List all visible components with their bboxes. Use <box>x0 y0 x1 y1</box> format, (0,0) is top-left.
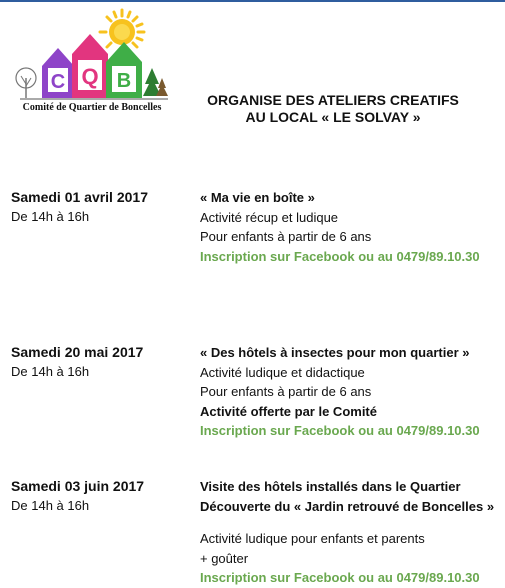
logo-letter-q: Q <box>81 64 99 89</box>
event-description: Activité ludique pour enfants et parents <box>200 531 425 546</box>
tree-icon <box>16 68 36 98</box>
heading-line-2: AU LOCAL « LE SOLVAY » <box>245 109 421 125</box>
top-rule <box>0 0 505 2</box>
event-subtitle: Découverte du « Jardin retrouvé de Boncelles » <box>200 498 495 514</box>
event-time: De 14h à 16h <box>11 364 90 379</box>
event-registration: Inscription sur Facebook ou au 0479/89.10.30 <box>200 423 480 438</box>
event-description: Activité récup et ludique <box>200 209 339 225</box>
event-details <box>200 477 500 588</box>
heading-line-1: ORGANISE DES ATELIERS CREATIFS <box>207 92 459 108</box>
event-extra: + goûter <box>200 550 249 566</box>
event-title: Visite des hôtels installés dans le Quartier <box>200 479 461 494</box>
logo <box>12 6 172 126</box>
event-registration: Inscription sur Facebook ou au 0479/89.10.30 <box>200 570 480 585</box>
spacer <box>200 516 500 529</box>
event-title: « Des hôtels à insectes pour mon quartier » <box>200 345 470 360</box>
event-time: De 14h à 16h <box>11 209 90 224</box>
event-audience: Pour enfants à partir de 6 ans <box>200 384 372 399</box>
event-date: Samedi 20 mai 2017 <box>11 344 144 360</box>
event-offer: Activité offerte par le Comité <box>200 403 377 419</box>
event-audience: Pour enfants à partir de 6 ans <box>200 229 372 244</box>
event-details <box>200 188 500 266</box>
page-heading <box>188 92 478 126</box>
event-description: Activité ludique et didactique <box>200 364 365 380</box>
event-title: « Ma vie en boîte » <box>200 190 315 205</box>
logo-letter-b: B <box>116 70 132 92</box>
event-time: De 14h à 16h <box>11 498 90 513</box>
event-date: Samedi 03 juin 2017 <box>11 478 145 494</box>
event-registration: Inscription sur Facebook ou au 0479/89.10.30 <box>200 248 480 264</box>
fir-tree-icon <box>143 68 168 96</box>
logo-caption: Comité de Quartier de Boncelles <box>22 102 162 113</box>
logo-letter-c: C <box>50 71 66 93</box>
event-details <box>200 343 500 441</box>
event-date: Samedi 01 avril 2017 <box>11 189 148 205</box>
